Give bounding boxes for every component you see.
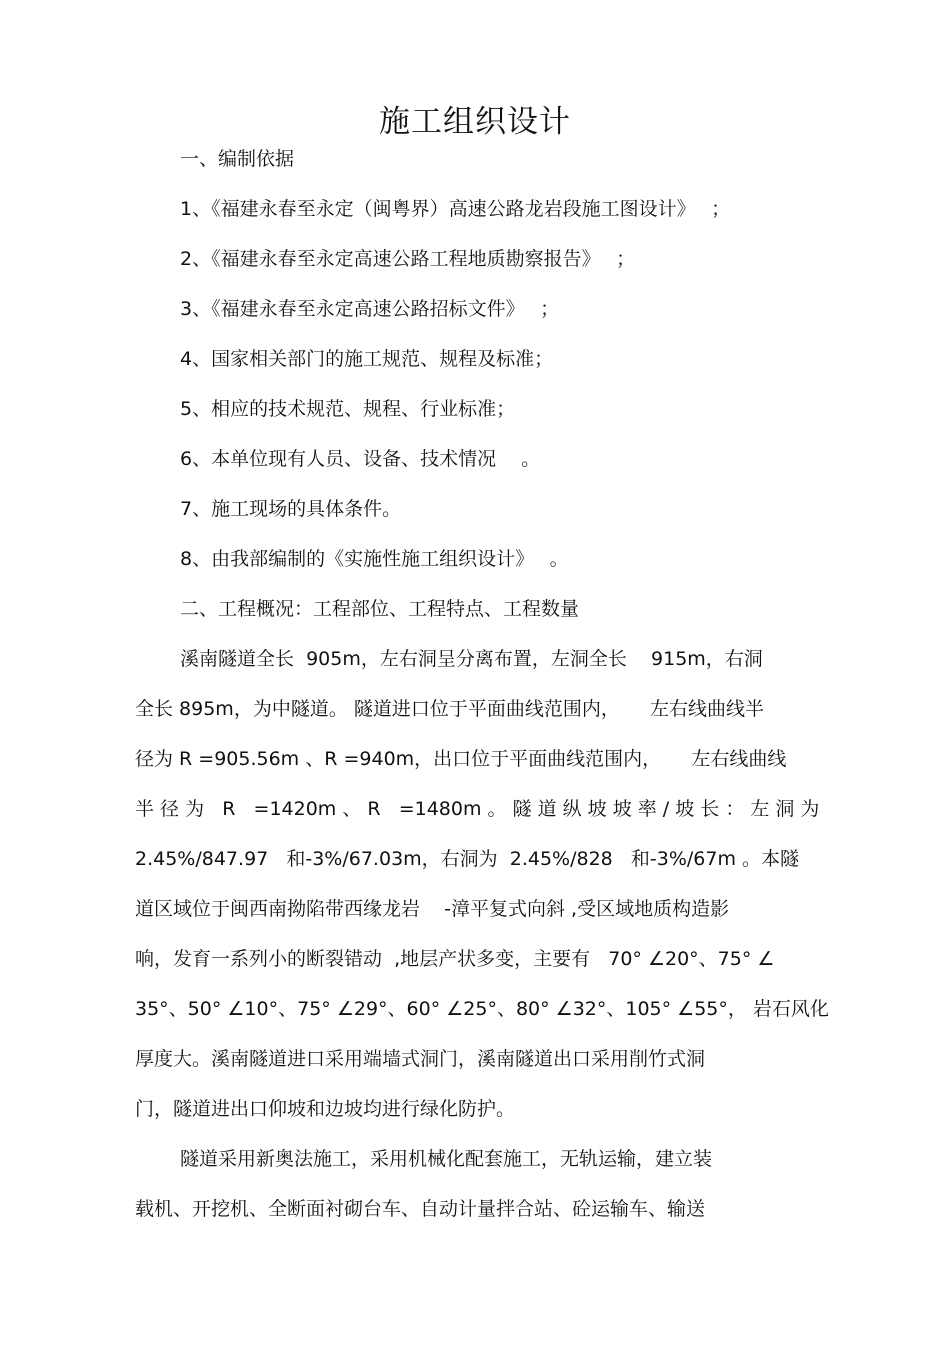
basis-item: 3、《福建永春至永定高速公路招标文件》 ； bbox=[180, 298, 560, 320]
paragraph-line: 35°、50° ∠10°、75° ∠29°、60° ∠25°、80° ∠32°、105° ∠55°， 岩石风化 bbox=[135, 998, 829, 1020]
basis-item: 4、国家相关部门的施工规范、规程及标准； bbox=[180, 348, 554, 370]
basis-item: 2、《福建永春至永定高速公路工程地质勘察报告》 ； bbox=[180, 248, 636, 270]
paragraph-line: 道区域位于闽西南拗陷带西缘龙岩 -漳平复式向斜 ,受区域地质构造影 bbox=[135, 898, 730, 920]
page-title: 施工组织设计 bbox=[379, 104, 571, 140]
paragraph-line: 响，发育一系列小的断裂错动 ,地层产状多变，主要有 70° ∠20°、75° ∠ bbox=[135, 948, 775, 970]
paragraph-line: 半 径 为 R =1420m 、 R =1480m 。 隧 道 纵 坡 坡 率 / 坡 长 ： 左 洞 为 bbox=[135, 798, 820, 820]
section-heading-overview: 二、工程概况：工程部位、工程特点、工程数量 bbox=[180, 598, 580, 620]
basis-item: 1、《福建永春至永定（闽粤界）高速公路龙岩段施工图设计》 ； bbox=[180, 198, 731, 220]
paragraph-line: 2.45%/847.97 和-3%/67.03m，右洞为 2.45%/828 和-3%/67m 。本隧 bbox=[135, 848, 800, 870]
basis-item: 7、施工现场的具体条件。 bbox=[180, 498, 402, 520]
basis-item: 5、相应的技术规范、规程、行业标准； bbox=[180, 398, 516, 420]
basis-item: 8、由我部编制的《实施性施工组织设计》 。 bbox=[180, 548, 569, 570]
section-heading-basis: 一、编制依据 bbox=[180, 148, 295, 170]
paragraph-line: 门，隧道进出口仰坡和边坡均进行绿化防护。 bbox=[135, 1098, 516, 1120]
paragraph-line: 全长 895m，为中隧道。 隧道进口位于平面曲线范围内， 左右线曲线半 bbox=[135, 698, 765, 720]
paragraph-line: 隧道采用新奥法施工，采用机械化配套施工，无轨运输，建立装 bbox=[180, 1148, 713, 1170]
basis-item: 6、本单位现有人员、设备、技术情况 。 bbox=[180, 448, 541, 470]
paragraph-line: 厚度大。溪南隧道进口采用端墙式洞门，溪南隧道出口采用削竹式洞 bbox=[135, 1048, 706, 1070]
paragraph-line: 载机、开挖机、全断面衬砌台车、自动计量拌合站、砼运输车、输送 bbox=[135, 1198, 706, 1220]
paragraph-line: 溪南隧道全长 905m，左右洞呈分离布置，左洞全长 915m，右洞 bbox=[180, 648, 763, 670]
paragraph-line: 径为 R =905.56m 、R =940m，出口位于平面曲线范围内， 左右线曲线 bbox=[135, 748, 787, 770]
